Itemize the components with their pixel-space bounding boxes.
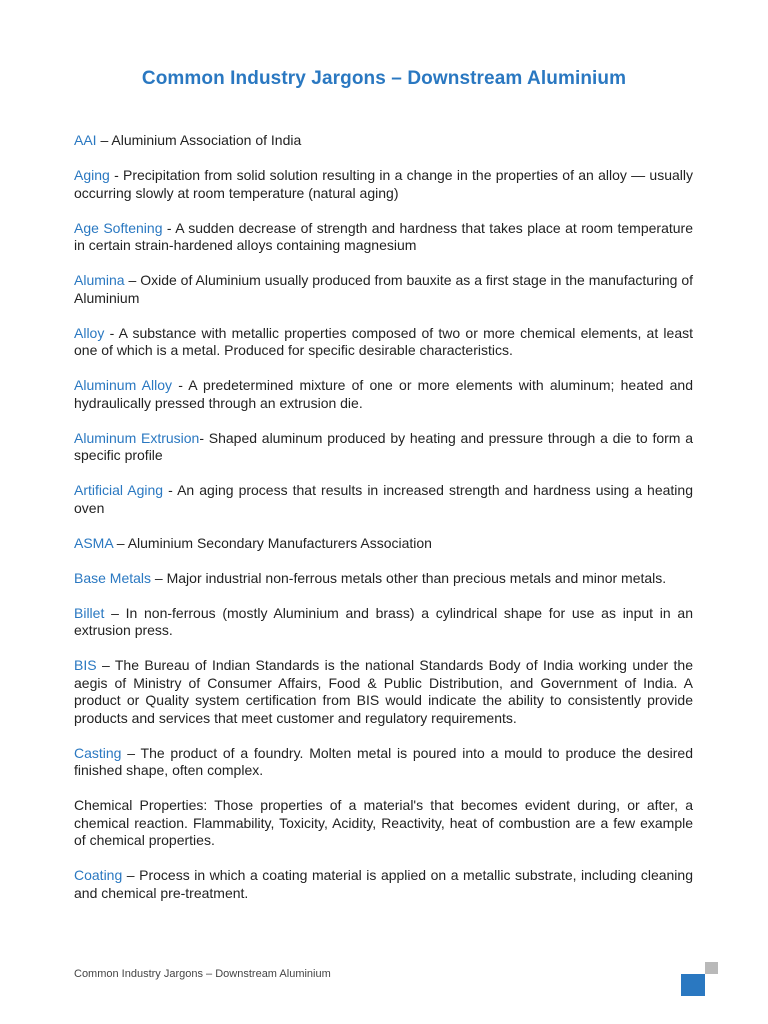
glossary-entry (74, 657, 693, 727)
decorative-blue-square (681, 974, 705, 996)
glossary-definition: - A predetermined mixture of one or more elements with aluminum; heated and hydraulically pressed through an extrusion die. (74, 377, 693, 411)
glossary-definition: – Oxide of Aluminium usually produced from bauxite as a first stage in the manufacturing of Aluminium (74, 272, 693, 306)
glossary-entry (74, 377, 693, 412)
glossary-definition: – Aluminium Secondary Manufacturers Association (112, 534, 432, 551)
glossary-definition: – In non-ferrous (mostly Aluminium and brass) a cylindrical shape for use as input in an extrusion press. (74, 604, 693, 638)
glossary-entry (74, 867, 693, 902)
glossary-term: Aging (74, 167, 110, 183)
glossary-definition: - A sudden decrease of strength and hardness that takes place at room temperature in certain strain-hardened alloys containing magnesium (74, 219, 693, 253)
footer-text: Common Industry Jargons – Downstream Aluminium (74, 968, 331, 980)
glossary-definition: Chemical Properties: Those properties of a material's that becomes evident during, or after, a chemical reaction. Flammability, Toxicity, Acidity, Reactivity, heat of combustion are a few example of chemical properties. (74, 797, 693, 848)
glossary-definition: - Shaped aluminum produced by heating and pressure through a die to form a specific profile (74, 429, 693, 463)
glossary-term: Casting (74, 744, 122, 761)
glossary-entry (74, 132, 693, 150)
page-title: Common Industry Jargons – Downstream Aluminium (141, 68, 627, 89)
glossary-entry (74, 605, 693, 640)
glossary-definition: – The Bureau of Indian Standards is the national Standards Body of India working under the aegis of Ministry of Consumer Affairs, Food & Public Distribution, and Government of India. A product or Quality system certification from BIS would indicate the ability to consistently provide products and services that meet customer and regulatory requirements. (74, 657, 693, 726)
glossary-entry (74, 482, 693, 517)
glossary-entry (74, 797, 693, 850)
glossary-term: BIS (74, 657, 97, 673)
glossary-definition: – Major industrial non-ferrous metals other than precious metals and minor metals. (151, 569, 667, 586)
glossary-term: Aluminum Extrusion (74, 429, 200, 446)
glossary-term: Alloy (74, 324, 105, 341)
glossary-definition: - A substance with metallic properties composed of two or more chemical elements, at least one of which is a metal. Produced for specific desirable characteristics. (74, 324, 693, 358)
glossary-entry (74, 220, 693, 255)
glossary-term: Artificial Aging (74, 482, 164, 498)
glossary-entry (74, 570, 693, 588)
glossary-entry (74, 272, 693, 307)
glossary-definition: – Aluminium Association of India (96, 132, 302, 148)
glossary-definition: – Process in which a coating material is applied on a metallic substrate, including cleaning and chemical pre-treatment. (74, 867, 693, 901)
glossary-entry (74, 430, 693, 465)
glossary-term: Billet (74, 604, 105, 621)
glossary-definition: - An aging process that results in increased strength and hardness using a heating oven (74, 482, 693, 516)
decorative-grey-square (705, 962, 718, 974)
glossary-term: ASMA (74, 534, 113, 551)
glossary-term: Coating (74, 867, 123, 883)
glossary-term: Base Metals (74, 569, 152, 586)
glossary-entry (74, 167, 693, 202)
glossary-entry (74, 745, 693, 780)
glossary-term: Alumina (74, 272, 125, 288)
glossary-term: Aluminum Alloy (74, 377, 173, 393)
glossary-term: AAI (74, 132, 97, 148)
glossary-entry (74, 535, 693, 553)
glossary-definition: – The product of a foundry. Molten metal is poured into a mould to produce the desired finished shape, often complex. (74, 744, 693, 778)
glossary-term: Age Softening (74, 219, 163, 236)
glossary-definition: - Precipitation from solid solution resulting in a change in the properties of an alloy — usually occurring slowly at room temperature (natural aging) (74, 167, 693, 201)
glossary-list (74, 132, 693, 920)
glossary-entry (74, 325, 693, 360)
